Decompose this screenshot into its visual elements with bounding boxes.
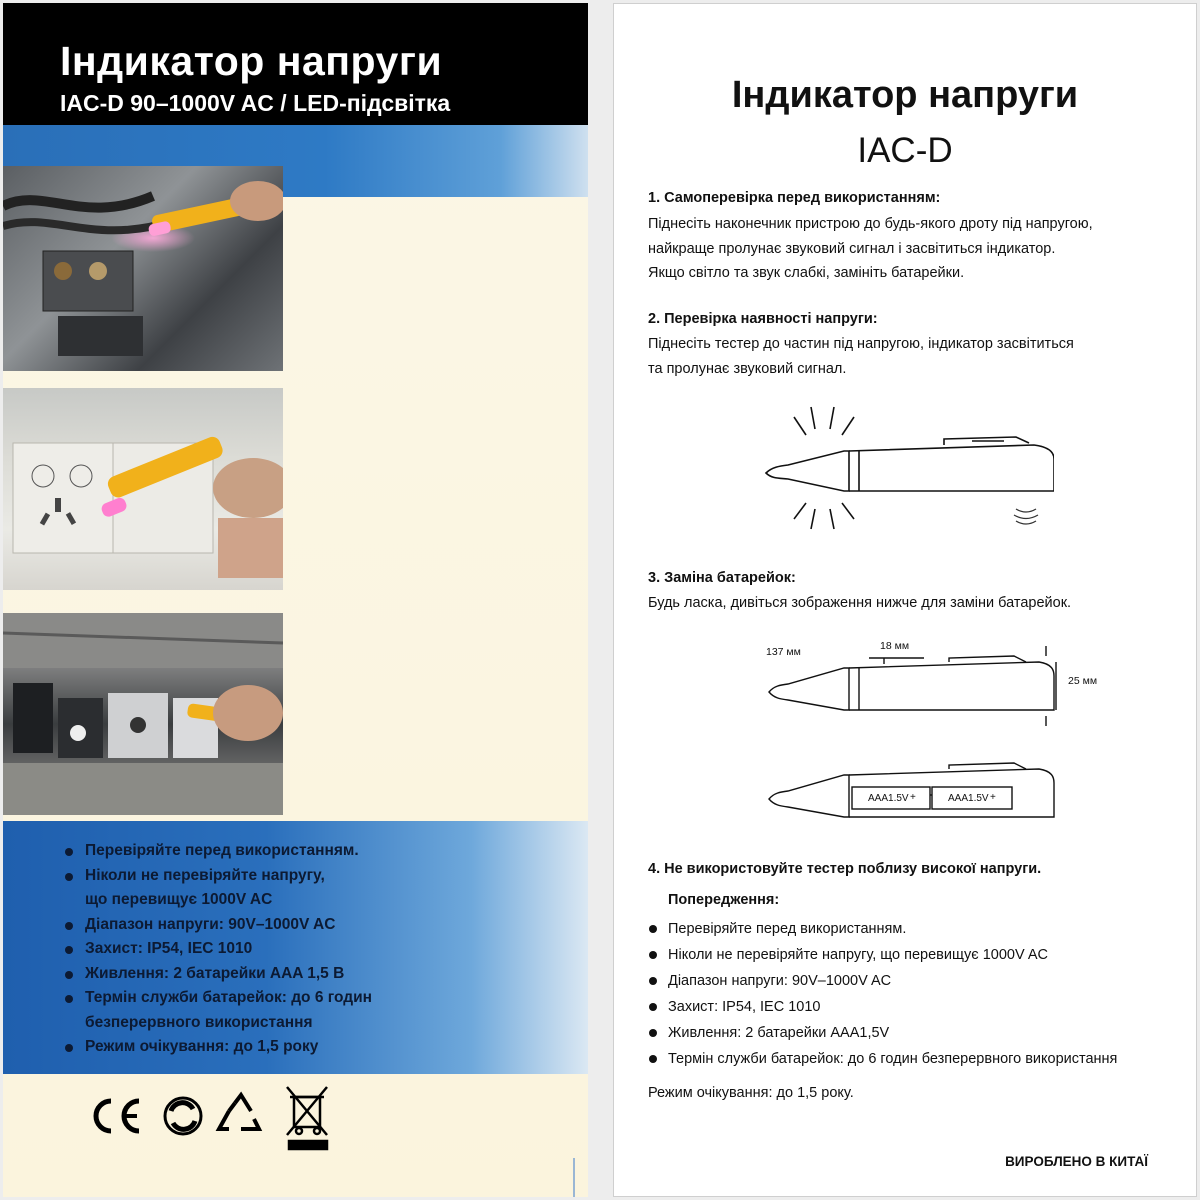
warning-item: [648, 968, 1117, 994]
section-1-heading: 1. Самоперевірка перед використанням:: [648, 190, 941, 206]
feature-text: Режим очікування: до 1,5 року: [85, 1038, 319, 1055]
section-4-heading: 4. Не використовуйте тестер поблизу високої напруги.: [648, 861, 1042, 877]
made-in-label: ВИРОБЛЕНО В КИТАЇ: [1005, 1154, 1148, 1169]
feature-item: [63, 864, 372, 889]
bullet-icon: [649, 1029, 657, 1037]
section-3-text: [648, 591, 1071, 616]
feature-item: [63, 937, 372, 962]
dimension-width: 18 мм: [880, 640, 910, 652]
dimension-length: 137 мм: [766, 646, 801, 658]
warning-text: Ніколи не перевіряйте напругу, що перевищує 1000V AC: [668, 947, 1049, 963]
package-front-panel: [3, 3, 588, 1197]
bullet-icon: [649, 925, 657, 933]
warnings-list: [648, 916, 1117, 1072]
ce-mark-icon: [96, 1101, 139, 1131]
section-2-heading: 2. Перевірка наявності напруги:: [648, 311, 878, 327]
photo-panel-test-art: [3, 166, 283, 371]
section-1-line: Якщо світло та звук слабкі, замініть батарейки.: [648, 265, 965, 281]
warning-item: [648, 994, 1117, 1020]
section-1-line: Піднесіть наконечник пристрою до будь-якого дроту під напругою,: [648, 216, 1093, 232]
warnings-heading: Попередження:: [668, 892, 780, 908]
warning-text: Захист: IP54, IEC 1010: [668, 999, 821, 1015]
section-1-line: найкраще пролунає звуковий сигнал і засвітиться індикатор.: [648, 240, 1056, 257]
bullet-icon: [65, 922, 73, 930]
warning-item: [648, 1046, 1117, 1072]
warning-text: Перевіряйте перед використанням.: [668, 921, 907, 937]
feature-text: Живлення: 2 батарейки AAA 1,5 В: [85, 964, 345, 982]
feature-text: безперервного використання: [85, 1013, 313, 1031]
warning-item: [648, 916, 1117, 942]
weee-bin-icon: [287, 1087, 327, 1149]
sheet-model: IAC-D: [857, 131, 953, 170]
product-title: Індикатор напруги: [60, 38, 443, 84]
feature-list: [63, 839, 372, 1060]
feature-item: [63, 888, 372, 913]
feature-text: Перевіряйте перед використанням.: [85, 842, 359, 859]
bullet-icon: [649, 977, 657, 985]
bullet-icon: [65, 848, 73, 856]
battery-plus-1: +: [910, 792, 916, 803]
section-2-line: Піднесіть тестер до частин під напругою, індикатор засвітиться: [648, 336, 1074, 352]
product-subtitle: IAC-D 90–1000V AC / LED-підсвітка: [60, 90, 451, 116]
photo-breaker-test-art: [3, 613, 283, 815]
battery-plus-2: +: [990, 792, 996, 803]
photo-panel-test: [3, 166, 283, 371]
instruction-sheet: [613, 3, 1197, 1197]
section-3-line: Будь ласка, дивіться зображення нижче для заміни батарейок.: [648, 595, 1072, 611]
dimension-height: 25 мм: [1068, 675, 1098, 687]
feature-text: Термін служби батарейок: до 6 годин: [85, 989, 372, 1006]
feature-text: що перевищує 1000V AC: [85, 891, 273, 908]
recycle-icon: [219, 1095, 259, 1129]
edge-line: [573, 1158, 575, 1197]
feature-item: [63, 1035, 372, 1060]
feature-item: [63, 986, 372, 1011]
sound-waves-icon: [1014, 509, 1038, 524]
feature-item: [63, 839, 372, 864]
section-1-text: [648, 212, 1093, 286]
certification-logos: [89, 1083, 349, 1153]
section-2-text: [648, 332, 1074, 381]
bullet-icon: [649, 951, 657, 959]
feature-text: Захист: IP54, IEC 1010: [85, 940, 253, 957]
photo-breaker-test: [3, 613, 283, 815]
green-dot-icon: [165, 1098, 201, 1134]
warning-item: [648, 1020, 1117, 1046]
bullet-icon: [65, 971, 73, 979]
tester-glow-diagram: [754, 399, 1054, 539]
bullet-icon: [65, 873, 73, 881]
tester-dimension-diagram: [764, 634, 1064, 734]
feature-item: [63, 962, 372, 987]
battery-label-1: AAA1.5V: [868, 793, 909, 804]
bullet-icon: [649, 1055, 657, 1063]
bullet-icon: [649, 1003, 657, 1011]
bullet-icon: [65, 946, 73, 954]
photo-socket-test-art: [3, 388, 283, 590]
feature-item: [63, 913, 372, 938]
battery-label-2: AAA1.5V: [948, 793, 989, 804]
warning-text: Живлення: 2 батарейки AAA1,5V: [668, 1025, 890, 1041]
sheet-title: Індикатор напруги: [731, 74, 1079, 116]
section-2-line: та пролунає звуковий сигнал.: [648, 360, 847, 377]
warning-item: [648, 942, 1117, 968]
feature-text: Ніколи не перевіряйте напругу,: [85, 866, 325, 884]
bullet-icon: [65, 995, 73, 1003]
bullet-icon: [65, 1044, 73, 1052]
feature-text: Діапазон напруги: 90V–1000V AC: [85, 915, 336, 933]
warning-text: Діапазон напруги: 90V–1000V AC: [668, 973, 892, 989]
section-3-heading: 3. Заміна батарейок:: [648, 570, 796, 586]
feature-item: [63, 1011, 372, 1036]
warning-text: Термін служби батарейок: до 6 годин безперервного використання: [668, 1051, 1118, 1067]
standby-text: Режим очікування: до 1,5 року.: [648, 1085, 854, 1101]
photo-socket-test: [3, 388, 283, 590]
